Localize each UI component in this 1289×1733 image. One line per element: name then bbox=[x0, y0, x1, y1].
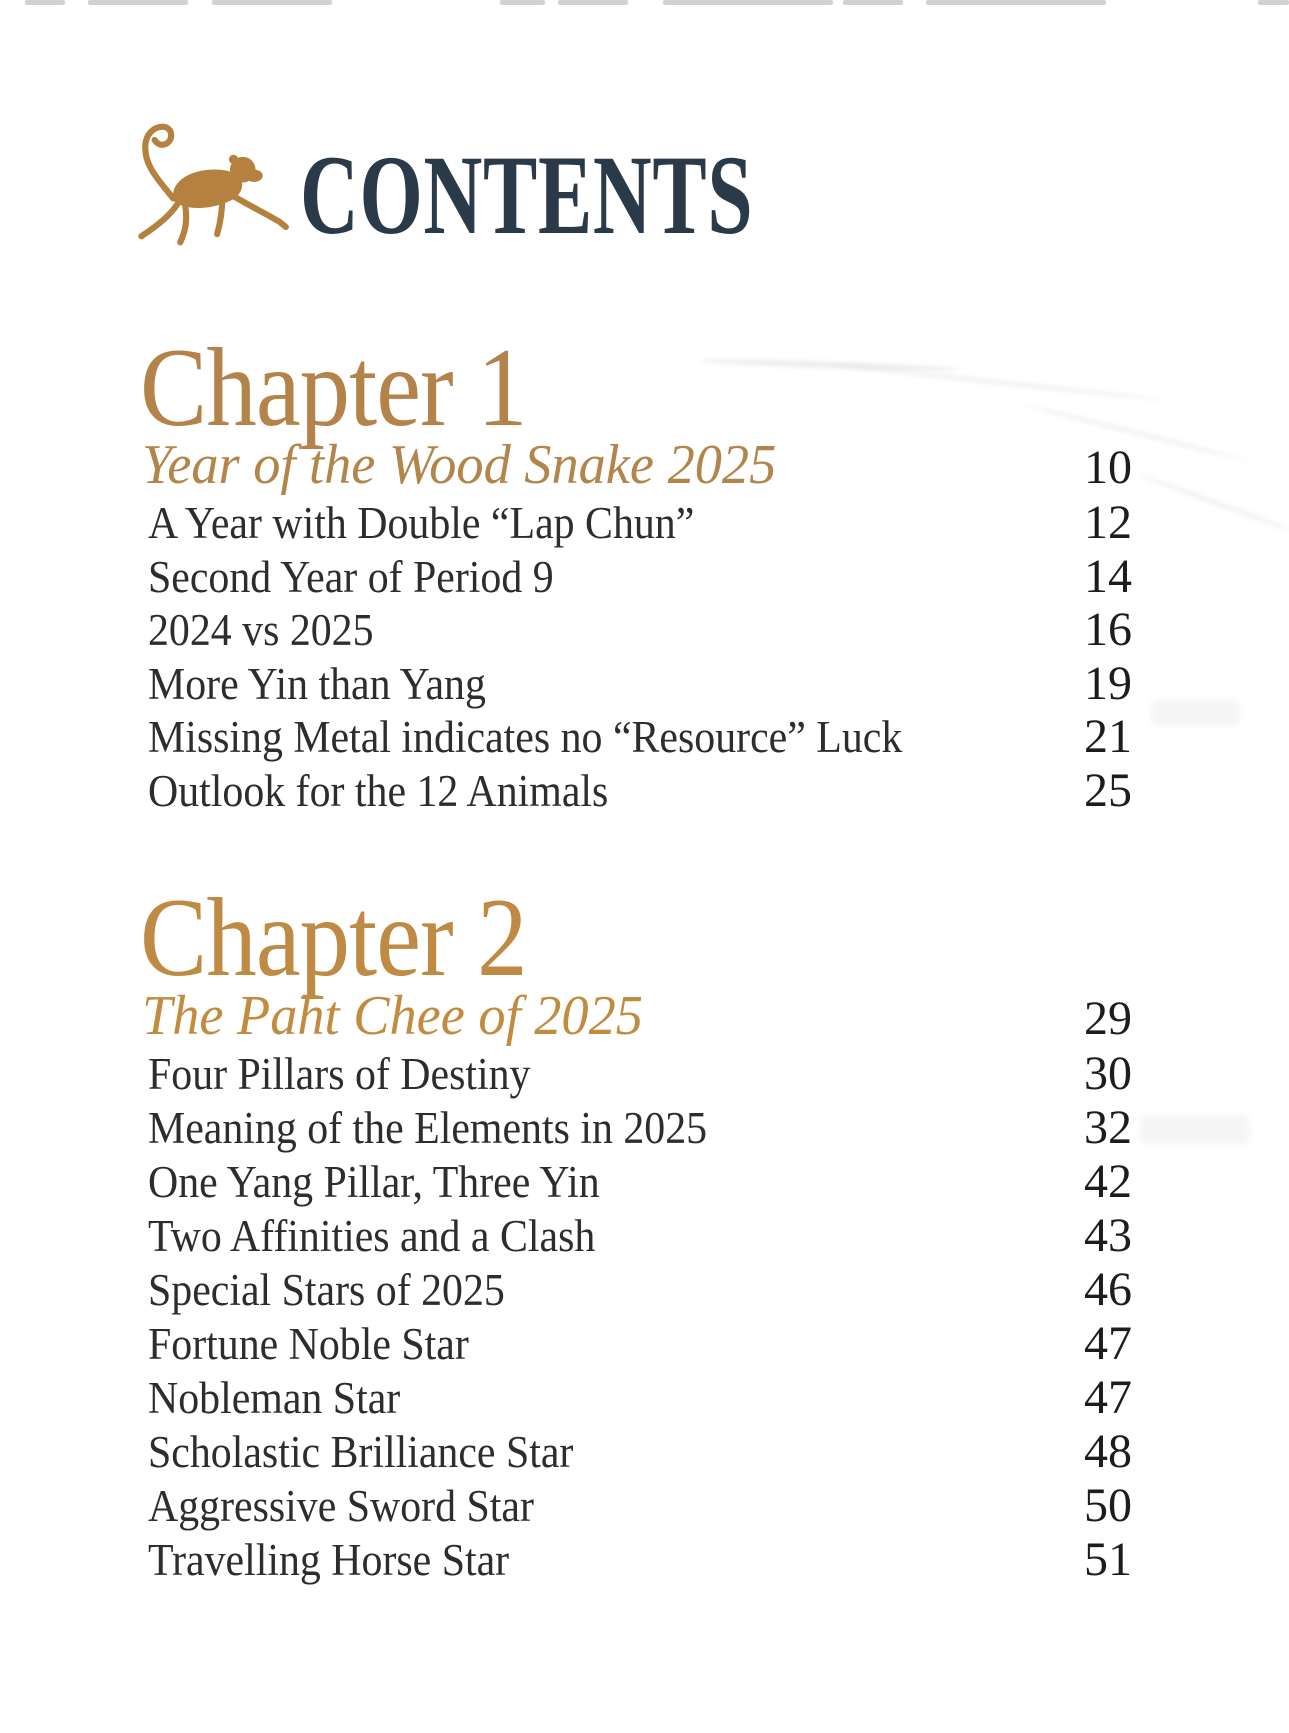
toc-item-label: Meaning of the Elements in 2025 bbox=[148, 1103, 708, 1153]
chapter-2-subtitle-page: 29 bbox=[1084, 992, 1132, 1045]
toc-item-label: Travelling Horse Star bbox=[148, 1535, 510, 1585]
toc-row bbox=[148, 1372, 1132, 1426]
toc-item-page: 25 bbox=[1084, 763, 1132, 817]
toc-item-label: Four Pillars of Destiny bbox=[148, 1049, 531, 1099]
toc-item-page: 21 bbox=[1084, 710, 1132, 763]
toc-item-label: Missing Metal indicates no “Resource” Luck bbox=[148, 712, 903, 762]
scan-artifact bbox=[558, 0, 628, 5]
scan-artifact bbox=[1258, 0, 1289, 5]
toc-item-label: Nobleman Star bbox=[148, 1373, 401, 1423]
toc-row bbox=[148, 1048, 1132, 1102]
toc-row bbox=[148, 551, 1132, 605]
scan-artifact bbox=[836, 363, 1165, 402]
toc-item-label: Fortune Noble Star bbox=[148, 1319, 469, 1369]
toc-row bbox=[148, 1210, 1132, 1264]
chapter-2-items bbox=[148, 1048, 1132, 1588]
toc-row bbox=[148, 658, 1132, 712]
chapter-2-subtitle: The Paht Chee of 2025 bbox=[142, 985, 643, 1047]
toc-item-label: A Year with Double “Lap Chun” bbox=[148, 498, 695, 548]
toc-item-page: 42 bbox=[1084, 1155, 1132, 1208]
toc-item-page: 46 bbox=[1084, 1263, 1132, 1316]
toc-row bbox=[148, 1264, 1132, 1318]
toc-row bbox=[148, 1534, 1132, 1588]
chapter-2-heading: Chapter 2 bbox=[140, 876, 527, 1000]
toc-row bbox=[148, 604, 1132, 658]
scan-artifact bbox=[88, 0, 188, 5]
toc-item-page: 16 bbox=[1084, 603, 1132, 656]
chapter-1-subtitle-page: 10 bbox=[1084, 441, 1132, 494]
scan-artifact bbox=[843, 0, 903, 5]
toc-item-label: One Yang Pillar, Three Yin bbox=[148, 1157, 600, 1207]
toc-row bbox=[148, 1102, 1132, 1156]
chapter-1-heading: Chapter 1 bbox=[140, 326, 527, 450]
toc-item-page: 43 bbox=[1084, 1209, 1132, 1262]
toc-item-page: 48 bbox=[1084, 1425, 1132, 1478]
chapter-1-subtitle-row bbox=[142, 434, 1132, 496]
toc-item-label: Two Affinities and a Clash bbox=[148, 1211, 596, 1261]
toc-item-page: 47 bbox=[1084, 1317, 1132, 1370]
toc-item-page: 51 bbox=[1084, 1533, 1132, 1586]
scan-artifact bbox=[25, 0, 65, 5]
page-title: CONTENTS bbox=[300, 133, 754, 258]
scan-artifact bbox=[500, 0, 545, 5]
toc-item-label: Scholastic Brilliance Star bbox=[148, 1427, 574, 1477]
scan-artifact bbox=[1134, 471, 1289, 534]
scan-artifact bbox=[926, 0, 1106, 5]
toc-row bbox=[148, 711, 1132, 765]
toc-item-page: 47 bbox=[1084, 1371, 1132, 1424]
toc-row bbox=[148, 1318, 1132, 1372]
monkey-icon bbox=[128, 116, 294, 254]
toc-item-label: More Yin than Yang bbox=[148, 658, 486, 709]
toc-item-page: 19 bbox=[1084, 656, 1132, 710]
toc-item-label: Aggressive Sword Star bbox=[148, 1481, 534, 1531]
toc-item-label: Special Stars of 2025 bbox=[148, 1265, 505, 1315]
chapter-2-subtitle-row bbox=[142, 985, 1132, 1047]
scan-artifact bbox=[1150, 700, 1240, 726]
toc-item-page: 50 bbox=[1084, 1479, 1132, 1532]
toc-item-page: 12 bbox=[1084, 496, 1132, 549]
scan-artifact bbox=[700, 357, 960, 372]
scan-artifact bbox=[212, 0, 332, 5]
toc-item-page: 32 bbox=[1084, 1101, 1132, 1154]
toc-item-label: Outlook for the 12 Animals bbox=[148, 765, 609, 816]
toc-item-page: 30 bbox=[1084, 1047, 1132, 1100]
toc-row bbox=[148, 497, 1132, 551]
chapter-1-items bbox=[148, 497, 1132, 818]
toc-row bbox=[148, 1156, 1132, 1210]
scan-artifact bbox=[663, 0, 833, 5]
scan-artifact bbox=[1140, 1115, 1250, 1145]
toc-item-page: 14 bbox=[1084, 549, 1132, 603]
toc-row bbox=[148, 1480, 1132, 1534]
toc-item-label: Second Year of Period 9 bbox=[148, 551, 554, 602]
toc-item-label: 2024 vs 2025 bbox=[148, 605, 374, 655]
toc-row bbox=[148, 1426, 1132, 1480]
toc-row bbox=[148, 765, 1132, 819]
chapter-1-subtitle: Year of the Wood Snake 2025 bbox=[142, 434, 777, 496]
